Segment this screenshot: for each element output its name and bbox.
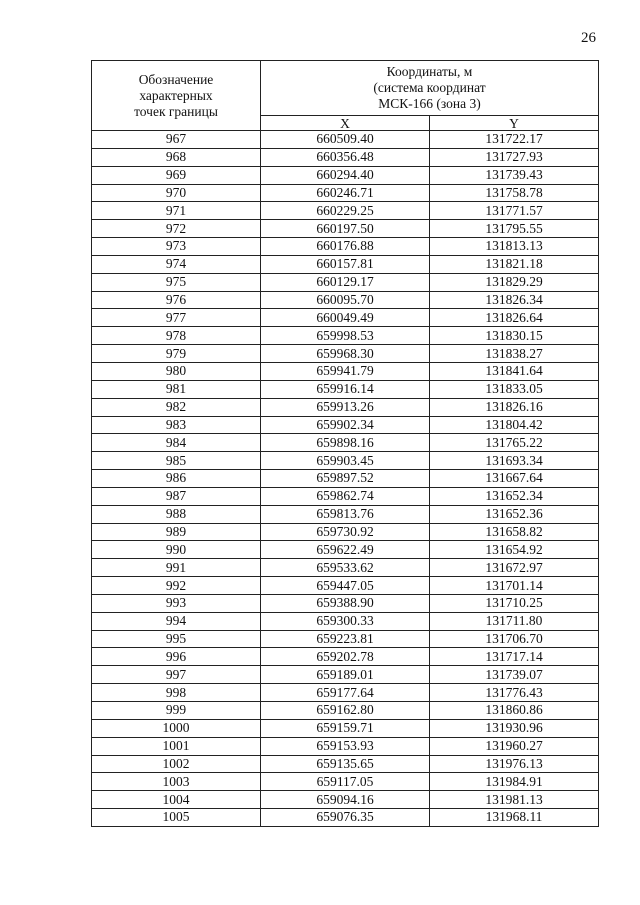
table-row	[92, 719, 599, 737]
table-row	[92, 737, 599, 755]
y-coordinate-cell: 131652.36	[430, 505, 599, 523]
table-row	[92, 773, 599, 791]
point-id-cell: 986	[92, 470, 261, 488]
y-coordinate-cell: 131727.93	[430, 148, 599, 166]
table-row	[92, 594, 599, 612]
point-id-cell: 995	[92, 630, 261, 648]
table-row	[92, 202, 599, 220]
y-coordinate-cell: 131960.27	[430, 737, 599, 755]
table-row	[92, 666, 599, 684]
x-coordinate-cell: 659223.81	[261, 630, 430, 648]
designation-header	[92, 61, 261, 131]
x-coordinate-cell: 659202.78	[261, 648, 430, 666]
table-row	[92, 702, 599, 720]
designation-header-line: характерных	[139, 87, 213, 103]
y-coordinate-cell: 131739.07	[430, 666, 599, 684]
point-id-cell: 969	[92, 166, 261, 184]
x-coordinate-cell: 659941.79	[261, 362, 430, 380]
x-coordinate-cell: 659898.16	[261, 434, 430, 452]
y-coordinate-cell: 131860.86	[430, 702, 599, 720]
x-coordinate-cell: 659153.93	[261, 737, 430, 755]
table-row	[92, 345, 599, 363]
y-coordinate-cell: 131813.13	[430, 238, 599, 256]
table-row	[92, 184, 599, 202]
x-coordinate-cell: 659897.52	[261, 470, 430, 488]
y-coordinate-cell: 131804.42	[430, 416, 599, 434]
y-header: Y	[430, 116, 599, 131]
table-row	[92, 630, 599, 648]
point-id-cell: 999	[92, 702, 261, 720]
y-coordinate-cell: 131672.97	[430, 559, 599, 577]
point-id-cell: 990	[92, 541, 261, 559]
y-coordinate-cell: 131826.64	[430, 309, 599, 327]
table-row	[92, 273, 599, 291]
table-row	[92, 755, 599, 773]
x-coordinate-cell: 659159.71	[261, 719, 430, 737]
x-coordinate-cell: 659622.49	[261, 541, 430, 559]
y-coordinate-cell: 131693.34	[430, 452, 599, 470]
point-id-cell: 978	[92, 327, 261, 345]
x-coordinate-cell: 659076.35	[261, 809, 430, 827]
y-coordinate-cell: 131771.57	[430, 202, 599, 220]
point-id-cell: 997	[92, 666, 261, 684]
y-coordinate-cell: 131821.18	[430, 255, 599, 273]
y-coordinate-cell: 131717.14	[430, 648, 599, 666]
coordinates-header-line: Координаты, м	[386, 64, 473, 79]
point-id-cell: 971	[92, 202, 261, 220]
y-coordinate-cell: 131826.16	[430, 398, 599, 416]
point-id-cell: 998	[92, 684, 261, 702]
x-coordinate-cell: 659300.33	[261, 612, 430, 630]
table-row	[92, 505, 599, 523]
x-coordinate-cell: 660129.17	[261, 273, 430, 291]
table-row	[92, 577, 599, 595]
y-coordinate-cell: 131833.05	[430, 380, 599, 398]
table-row	[92, 148, 599, 166]
x-coordinate-cell: 659813.76	[261, 505, 430, 523]
x-coordinate-cell: 660229.25	[261, 202, 430, 220]
x-coordinate-cell: 659177.64	[261, 684, 430, 702]
y-coordinate-cell: 131976.13	[430, 755, 599, 773]
x-coordinate-cell: 659135.65	[261, 755, 430, 773]
table-row	[92, 648, 599, 666]
point-id-cell: 970	[92, 184, 261, 202]
point-id-cell: 973	[92, 238, 261, 256]
table-row	[92, 362, 599, 380]
y-coordinate-cell: 131758.78	[430, 184, 599, 202]
table-row	[92, 291, 599, 309]
point-id-cell: 993	[92, 594, 261, 612]
x-coordinate-cell: 660049.49	[261, 309, 430, 327]
table-row	[92, 309, 599, 327]
y-coordinate-cell: 131968.11	[430, 809, 599, 827]
designation-header-line: точек границы	[134, 103, 218, 119]
point-id-cell: 984	[92, 434, 261, 452]
point-id-cell: 981	[92, 380, 261, 398]
x-coordinate-cell: 659162.80	[261, 702, 430, 720]
y-coordinate-cell: 131739.43	[430, 166, 599, 184]
x-coordinate-cell: 659916.14	[261, 380, 430, 398]
page-number: 26	[581, 30, 596, 46]
x-coordinate-cell: 659730.92	[261, 523, 430, 541]
table-row	[92, 809, 599, 827]
point-id-cell: 983	[92, 416, 261, 434]
table-row	[92, 541, 599, 559]
point-id-cell: 977	[92, 309, 261, 327]
table-row	[92, 612, 599, 630]
point-id-cell: 967	[92, 131, 261, 149]
x-coordinate-cell: 659094.16	[261, 791, 430, 809]
point-id-cell: 996	[92, 648, 261, 666]
y-coordinate-cell: 131711.80	[430, 612, 599, 630]
y-coordinate-cell: 131722.17	[430, 131, 599, 149]
coordinates-header-line: МСК-166 (зона 3)	[378, 96, 481, 111]
point-id-cell: 976	[92, 291, 261, 309]
y-coordinate-cell: 131654.92	[430, 541, 599, 559]
point-id-cell: 1005	[92, 809, 261, 827]
y-coordinate-cell: 131658.82	[430, 523, 599, 541]
table-row	[92, 131, 599, 149]
x-coordinate-cell: 660176.88	[261, 238, 430, 256]
x-coordinate-cell: 660157.81	[261, 255, 430, 273]
point-id-cell: 974	[92, 255, 261, 273]
x-coordinate-cell: 660509.40	[261, 131, 430, 149]
y-coordinate-cell: 131981.13	[430, 791, 599, 809]
x-coordinate-cell: 659447.05	[261, 577, 430, 595]
y-coordinate-cell: 131830.15	[430, 327, 599, 345]
y-coordinate-cell: 131765.22	[430, 434, 599, 452]
coordinates-table	[91, 60, 599, 827]
coordinates-header	[261, 61, 599, 116]
x-coordinate-cell: 660095.70	[261, 291, 430, 309]
y-coordinate-cell: 131841.64	[430, 362, 599, 380]
table-row	[92, 166, 599, 184]
table-row	[92, 487, 599, 505]
x-coordinate-cell: 659903.45	[261, 452, 430, 470]
table-row	[92, 523, 599, 541]
table-row	[92, 238, 599, 256]
y-coordinate-cell: 131838.27	[430, 345, 599, 363]
table-row	[92, 684, 599, 702]
x-coordinate-cell: 660294.40	[261, 166, 430, 184]
x-coordinate-cell: 659189.01	[261, 666, 430, 684]
table-row	[92, 416, 599, 434]
coordinates-header-line: (система координат	[373, 80, 486, 95]
x-coordinate-cell: 660246.71	[261, 184, 430, 202]
x-coordinate-cell: 660356.48	[261, 148, 430, 166]
point-id-cell: 980	[92, 362, 261, 380]
y-coordinate-cell: 131776.43	[430, 684, 599, 702]
point-id-cell: 979	[92, 345, 261, 363]
point-id-cell: 972	[92, 220, 261, 238]
point-id-cell: 992	[92, 577, 261, 595]
table-body	[92, 131, 599, 827]
y-coordinate-cell: 131701.14	[430, 577, 599, 595]
point-id-cell: 994	[92, 612, 261, 630]
table-row	[92, 327, 599, 345]
point-id-cell: 975	[92, 273, 261, 291]
y-coordinate-cell: 131710.25	[430, 594, 599, 612]
y-coordinate-cell: 131652.34	[430, 487, 599, 505]
point-id-cell: 991	[92, 559, 261, 577]
table-row	[92, 434, 599, 452]
x-coordinate-cell: 659998.53	[261, 327, 430, 345]
header-row-top	[92, 61, 599, 116]
point-id-cell: 1004	[92, 791, 261, 809]
point-id-cell: 1002	[92, 755, 261, 773]
point-id-cell: 988	[92, 505, 261, 523]
table-row	[92, 791, 599, 809]
point-id-cell: 985	[92, 452, 261, 470]
designation-header-line: Обозначение	[138, 71, 214, 87]
x-coordinate-cell: 659117.05	[261, 773, 430, 791]
y-coordinate-cell: 131930.96	[430, 719, 599, 737]
y-coordinate-cell: 131706.70	[430, 630, 599, 648]
x-coordinate-cell: 659913.26	[261, 398, 430, 416]
x-header: X	[261, 116, 430, 131]
point-id-cell: 1001	[92, 737, 261, 755]
point-id-cell: 968	[92, 148, 261, 166]
x-coordinate-cell: 660197.50	[261, 220, 430, 238]
point-id-cell: 1003	[92, 773, 261, 791]
point-id-cell: 987	[92, 487, 261, 505]
x-coordinate-cell: 659533.62	[261, 559, 430, 577]
table-header	[92, 61, 599, 131]
table-row	[92, 255, 599, 273]
point-id-cell: 1000	[92, 719, 261, 737]
table-row	[92, 220, 599, 238]
y-coordinate-cell: 131829.29	[430, 273, 599, 291]
table-row	[92, 559, 599, 577]
y-coordinate-cell: 131984.91	[430, 773, 599, 791]
table-row	[92, 452, 599, 470]
table-row	[92, 398, 599, 416]
y-coordinate-cell: 131826.34	[430, 291, 599, 309]
point-id-cell: 989	[92, 523, 261, 541]
point-id-cell: 982	[92, 398, 261, 416]
y-coordinate-cell: 131795.55	[430, 220, 599, 238]
x-coordinate-cell: 659862.74	[261, 487, 430, 505]
x-coordinate-cell: 659388.90	[261, 594, 430, 612]
table-row	[92, 470, 599, 488]
table-row	[92, 380, 599, 398]
x-coordinate-cell: 659968.30	[261, 345, 430, 363]
x-coordinate-cell: 659902.34	[261, 416, 430, 434]
y-coordinate-cell: 131667.64	[430, 470, 599, 488]
